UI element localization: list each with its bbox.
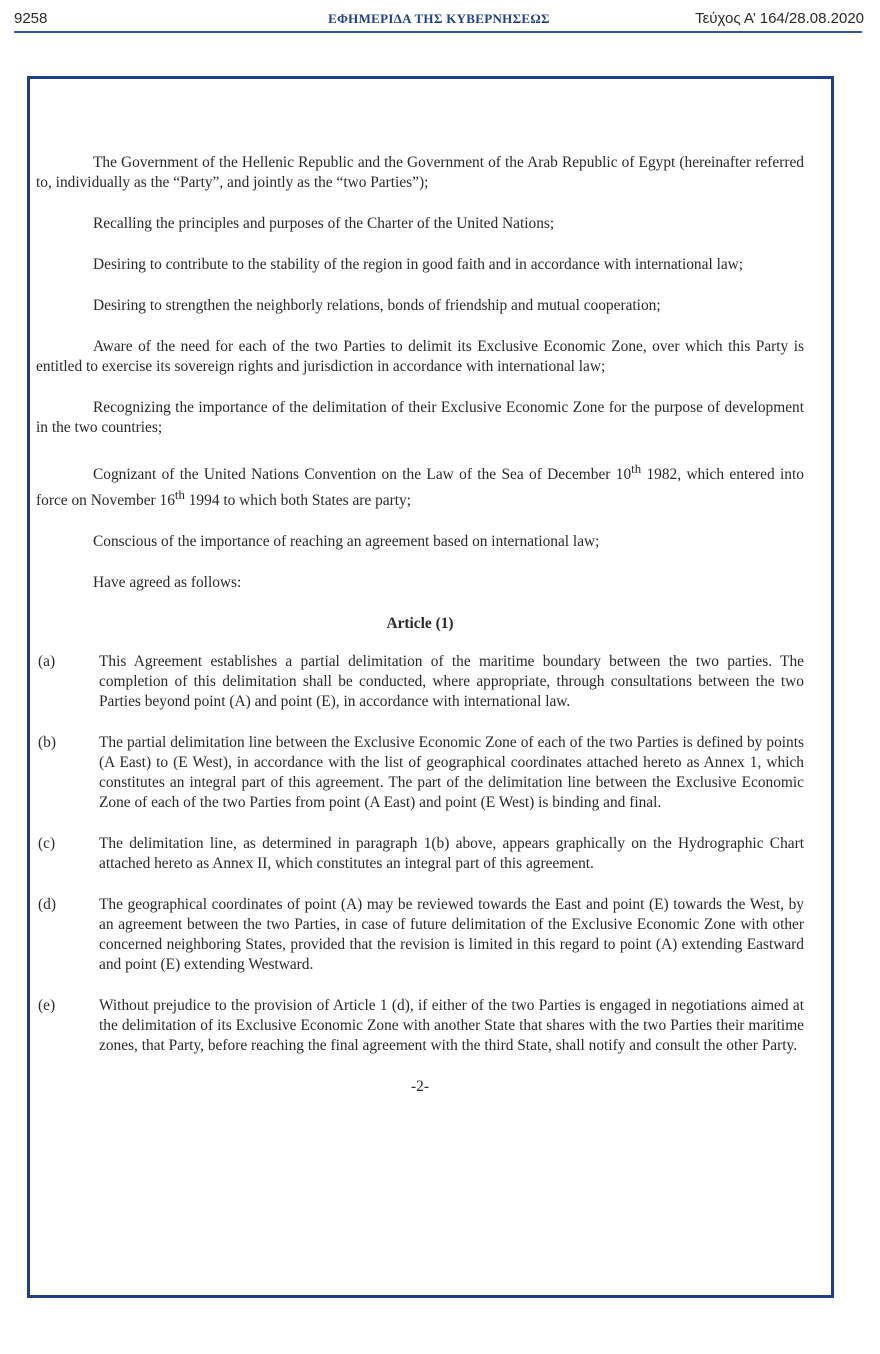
item-text: The partial delimitation line between the Exclusive Economic Zone of each of the two Parties is defined by points (A East) to (E West), in accordance with the list of geographical coordinates attached hereto as Annex 1, which constitutes an integral part of this agreement. The part of the delimitation line between the Exclusive Economic Zone of each of the two Parties from point (A East) and point (E West) is binding and final. [99,734,804,812]
article-item-c [36,834,804,874]
article-item-d [36,895,804,975]
item-text: The delimitation line, as determined in paragraph 1(b) above, appears graphically on the Hydrographic Chart attached hereto as Annex II, which constitutes an integral part of this agreement. [99,835,804,873]
cognizant-text-2: 1982, which entered into force on November 16 [36,466,804,510]
cognizant-text-3: 1994 to which both States are party; [184,492,412,510]
article-heading: Article (1) [386,615,454,633]
cognizant-text-1: Cognizant of the United Nations Convention on the Law of the Sea of December 10 [93,466,632,484]
gazette-issue: Τεύχος Α’ 164/28.08.2020 [695,10,864,27]
preamble-agreed: Have agreed as follows: [93,574,242,592]
preamble-aware: Aware of the need for each of the two Parties to delimit its Exclusive Economic Zone, over which this Party is entitled to exercise its sovereign rights and jurisdiction in accordance with international law; [36,338,804,375]
cognizant-sup-1: th [631,462,642,476]
preamble-conscious: Conscious of the importance of reaching an agreement based on international law; [93,533,600,551]
item-label: (e) [38,997,56,1015]
preamble-desiring-stability: Desiring to contribute to the stability of the region in good faith and in accordance with international law; [93,256,744,273]
header-rule [14,31,862,33]
item-text: Without prejudice to the provision of Article 1 (d), if either of the two Parties is engaged in negotiations aimed at the delimitation of its Exclusive Economic Zone with another State that shares with the two Parties their maritime zones, that Party, before reaching the final agreement with the third State, shall notify and consult the other Party. [99,997,804,1055]
preamble-parties: The Government of the Hellenic Republic and the Government of the Arab Republic of Egypt (hereinafter referred to, individually as the “Party”, and jointly as the “two Parties”); [36,154,804,191]
preamble-cognizant [36,459,804,511]
preamble-recognizing: Recognizing the importance of the delimitation of their Exclusive Economic Zone for the purpose of development in the two countries; [36,399,804,436]
gazette-page-number: 9258 [14,10,48,27]
page-footer-number: -2- [411,1078,429,1096]
article-item-e [36,996,804,1056]
item-text: This Agreement establishes a partial delimitation of the maritime boundary between the two parties. The completion of this delimitation shall be conducted, where appropriate, through consultations between the two Parties beyond point (A) and point (E), in accordance with international law. [99,653,804,711]
item-label: (a) [38,653,56,671]
preamble-recalling: Recalling the principles and purposes of the Charter of the United Nations; [93,215,555,232]
document-body [36,153,804,1097]
article-item-a [36,652,804,712]
item-text: The geographical coordinates of point (A) may be reviewed towards the East and point (E) towards the West, by an agreement between the two Parties, in case of future delimitation of the Exclusive Economic Zone with other concerned neighboring States, provided that the revision is limited in this regard to point (A) extending Eastward and point (E) extending Westward. [99,896,804,974]
gazette-title: ΕΦΗΜΕΡΙΔΑ ΤΗΣ ΚΥΒΕΡΝΗΣΕΩΣ [328,11,550,26]
preamble-desiring-relations: Desiring to strengthen the neighborly relations, bonds of friendship and mutual cooperation; [93,297,661,314]
article-item-b [36,733,804,813]
item-label: (d) [38,896,56,914]
item-label: (b) [38,734,56,752]
cognizant-sup-2: th [174,488,185,503]
item-label: (c) [38,835,56,853]
